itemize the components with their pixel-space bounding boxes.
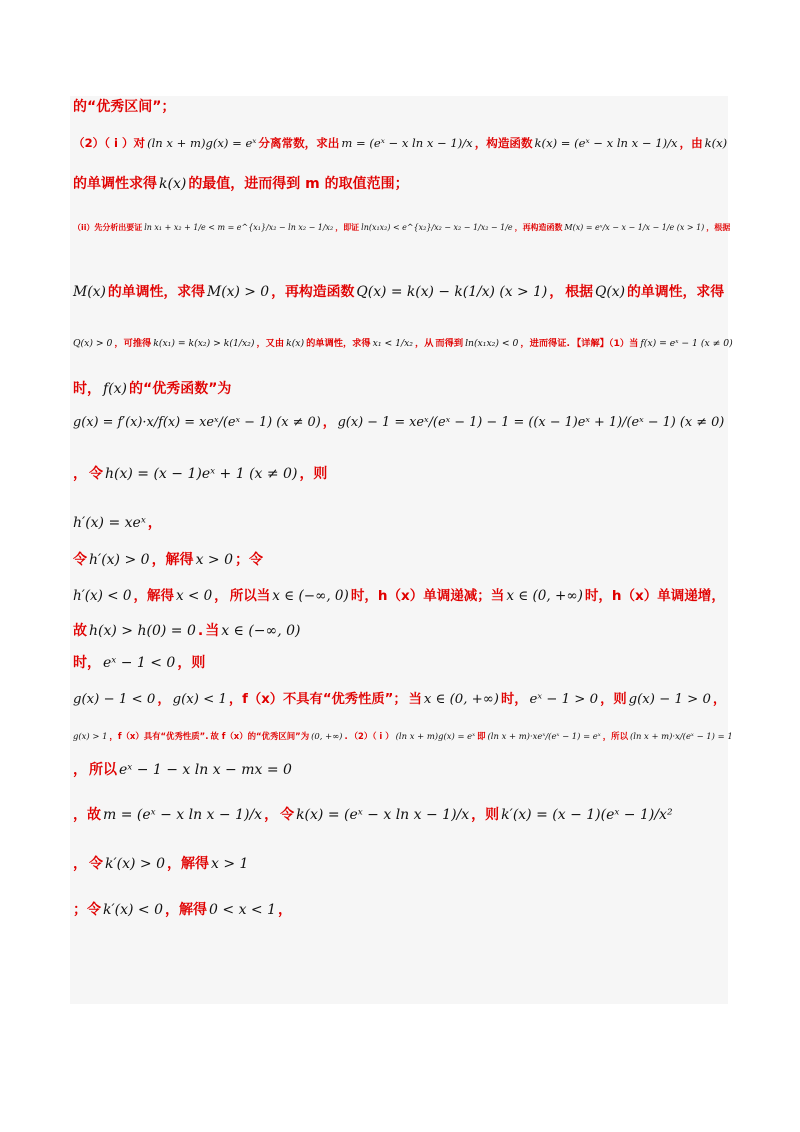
math-expression: M(x) = eˣ/x − x − 1/x − 1/e (x > 1) [564,223,705,232]
math-expression: h′(x) = xeˣ [73,515,146,531]
text-segment: ， [73,762,87,778]
text-line [73,648,205,678]
text-segment: ，可推得 [114,338,152,349]
text-line [73,92,175,122]
math-expression: k′(x) = (x − 1)(eˣ − 1)/x² [501,807,673,823]
text-segment: ，则 [471,807,500,823]
text-segment: 令 [280,807,295,823]
math-expression: Q(x) [594,284,625,300]
text-segment: 时， [500,692,528,707]
math-expression: f(x) = eˣ − 1 (x ≠ 0) [640,338,733,349]
math-expression: m = (eˣ − x ln x − 1)/x [103,807,263,823]
text-segment: （ii）先分析出要证 [73,223,143,232]
text-line [73,895,292,925]
text-segment: ， [712,692,727,707]
math-expression: Q(x) = k(x) − k(1/x) (x > 1) [356,284,548,300]
text-segment: 分离常数，求出 [258,136,340,150]
math-expression: x ∈ (−∞, 0) [221,623,301,639]
text-segment: 时， [73,655,101,671]
text-segment: ， [214,588,228,604]
text-line [73,849,248,879]
math-expression: k′(x) < 0 [103,902,164,918]
math-expression: (0, +∞) [311,731,343,741]
text-segment: ，构造函数 [474,136,533,150]
text-segment: ，解得 [133,588,175,604]
text-segment: 故 [73,623,87,639]
text-segment: 当 [205,623,220,639]
text-line [73,685,726,715]
math-expression: k(x) = (eˣ − x ln x − 1)/x [296,807,470,823]
text-segment: ，f（x）不具有“优秀性质”； [228,692,407,707]
text-segment: 即 [477,731,486,741]
text-segment: 令 [89,856,103,872]
text-segment: ， [147,515,162,531]
math-expression: eˣ − 1 < 0 [103,655,176,671]
math-expression: h′(x) > 0 [89,552,150,568]
text-segment: ；令 [235,552,263,568]
math-expression: ln x₁ + x₂ + 1/e < m = e^{x₁}/x₂ − ln x₂ − 1/x₂ [144,223,334,232]
text-line [73,755,292,785]
math-expression: x ∈ (0, +∞) [506,588,583,604]
text-segment: ， [322,415,336,430]
text-segment: ，解得 [167,856,210,872]
math-expression: ln(x₁x₂) < 0 [465,338,519,349]
text-segment: 【详解】（1）当 [572,338,639,349]
text-line [73,721,733,751]
math-expression: k(x) [704,136,728,150]
math-expression: g(x) − 1 < 0 [73,692,156,707]
text-segment: （2）（ i ） [349,731,394,741]
text-segment: ，f（x）具有“优秀性质”. [109,731,209,741]
text-segment: ，由 [679,136,703,150]
math-expression: x > 0 [195,552,233,568]
text-segment: ，则 [600,692,627,707]
text-segment: ，则 [299,466,328,482]
math-expression: 0 < x < 1 [209,902,277,918]
math-expression: (ln x + m)g(x) = eˣ [395,731,476,741]
text-segment: ，又由 [256,338,285,349]
math-expression: h(x) = (x − 1)eˣ + 1 (x ≠ 0) [105,466,298,482]
text-line [73,329,733,359]
text-line [73,374,231,404]
text-segment: . [197,623,204,639]
text-segment: 故 f（x）的“优秀区间”为 [210,731,310,741]
text-line [73,459,327,489]
math-expression: k(x) = (eˣ − x ln x − 1)/x [534,136,678,150]
text-segment: ；令 [73,902,101,918]
math-expression: h(x) > h(0) = 0 [89,623,196,639]
math-expression: k′(x) > 0 [105,856,166,872]
text-segment: ， [264,807,279,823]
math-expression: h′(x) < 0 [73,588,132,604]
math-expression: M(x) [73,284,106,300]
math-expression: g(x) = f′(x)·x/f(x) = xeˣ/(eˣ − 1) (x ≠ 0) [73,415,321,430]
text-line [73,800,673,830]
text-segment: ， [73,856,87,872]
math-expression: m = (eˣ − x ln x − 1)/x [341,136,473,150]
text-segment: ，解得 [165,902,208,918]
text-line [73,545,263,575]
text-segment: ，进而得证. [520,338,571,349]
text-segment: 时，h（x）单调递减；当 [350,588,505,604]
text-segment: 的单调性，求得 [306,338,371,349]
text-segment: 根据 [565,284,593,300]
text-segment: ，从 [414,338,434,349]
math-expression: g(x) − 1 = xeˣ/(eˣ − 1) − 1 = ((x − 1)eˣ + 1)/(eˣ − 1) (x ≠ 0) [337,415,725,430]
text-segment: 的单调性求得 [73,176,157,192]
text-segment: 时，h（x）单调递增， [584,588,725,604]
text-segment: 令 [73,552,87,568]
text-segment: ，再构造函数 [514,223,563,232]
math-expression: g(x) − 1 > 0 [628,692,711,707]
text-segment: ，即证 [335,223,360,232]
math-expression: (ln x + m)g(x) = eˣ [147,136,257,150]
math-expression: Q(x) > 0 [73,338,113,349]
text-segment: 的最值，进而得到 m 的取值范围； [188,176,409,192]
text-segment: ，所以 [602,731,628,741]
text-segment: 的“优秀函数”为 [129,381,232,397]
text-line [73,169,409,199]
math-expression: k(x₁) = k(x₂) > k(1/x₂) [153,338,255,349]
text-segment: ， [157,692,171,707]
text-line [73,128,727,158]
math-expression: ln(x₁x₂) < e^{x₂}/x₂ − x₂ − 1/x₂ − 1/e [361,223,513,232]
math-expression: eˣ − 1 − x ln x − mx = 0 [119,762,292,778]
math-expression: x < 0 [176,588,213,604]
text-segment: 的“优秀区间”； [73,99,176,115]
math-expression: M(x) > 0 [207,284,270,300]
math-expression: x ∈ (0, +∞) [423,692,499,707]
text-segment: ，故 [73,807,101,823]
text-segment: ，解得 [151,552,194,568]
text-segment: ，则 [177,655,206,671]
math-expression: k(x) [159,176,187,192]
text-segment: 所以当 [229,588,271,604]
text-segment: 令 [89,466,103,482]
math-expression: g(x) < 1 [172,692,227,707]
text-segment: 的单调性，求得 [626,284,725,300]
math-expression: x₁ < 1/x₂ [372,338,413,349]
text-segment: ，再构造函数 [271,284,355,300]
math-expression: (ln x + m)·xeˣ/(eˣ − 1) = eˣ [487,731,601,741]
math-expression: x ∈ (−∞, 0) [272,588,349,604]
text-segment: 的单调性，求得 [107,284,205,300]
math-expression: g(x) > 1 [73,731,108,741]
text-line [73,508,162,538]
math-expression: (ln x + m)·x/(eˣ − 1) = 1 [630,731,733,741]
text-segment: ， [73,466,87,482]
text-line [73,616,300,646]
text-segment: （2）（ i ）对 [73,136,146,150]
text-segment: . [344,731,348,741]
math-expression: f(x) [103,381,128,397]
math-expression: k(x) [286,338,305,349]
text-segment: ，根据 [706,223,731,232]
text-segment: 而得到 [435,338,464,349]
text-segment: 当 [408,692,422,707]
text-line [73,277,724,307]
text-segment: 时， [73,381,101,397]
math-expression: eˣ − 1 > 0 [529,692,599,707]
text-segment: ， [549,284,564,300]
math-expression: x > 1 [211,856,249,872]
text-line [73,408,724,438]
text-segment: 所以 [89,762,117,778]
text-line [73,581,725,611]
text-segment: ， [278,902,293,918]
text-line [73,213,730,243]
